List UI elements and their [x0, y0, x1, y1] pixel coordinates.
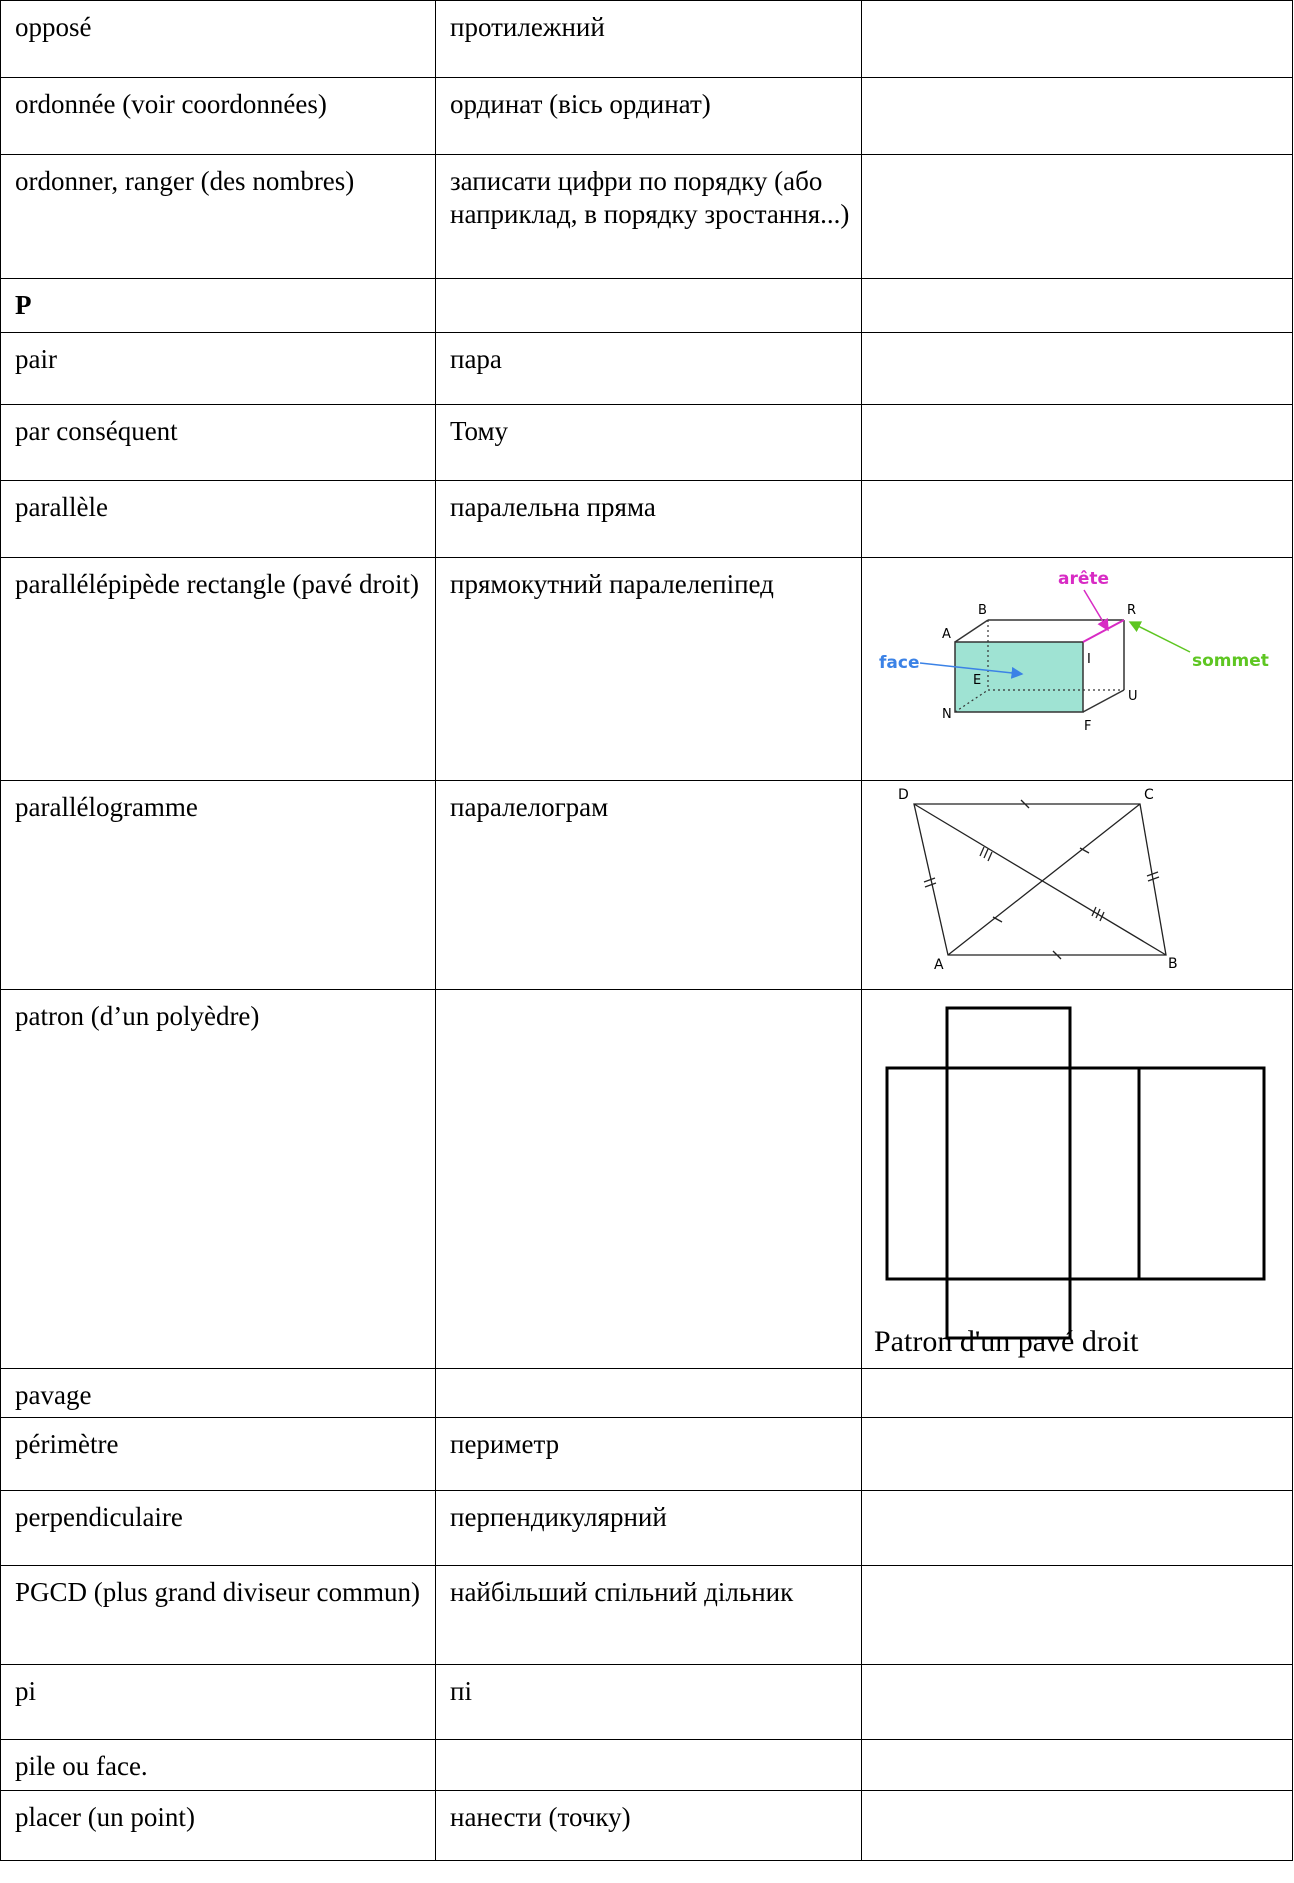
table-row — [1, 1665, 1293, 1740]
term-fr: pile ou face. — [1, 1740, 436, 1791]
table-row — [1, 1491, 1293, 1566]
table-row — [1, 1791, 1293, 1861]
edge-label: arête — [1058, 569, 1110, 589]
illustration-cell — [862, 78, 1293, 155]
term-uk: протилежний — [436, 1, 862, 78]
term-fr: opposé — [1, 1, 436, 78]
illustration-cell — [862, 279, 1293, 333]
face-label: face — [879, 653, 920, 673]
illustration-cell — [862, 1566, 1293, 1665]
term-uk — [436, 279, 862, 333]
illustration-cell — [862, 1, 1293, 78]
vertex-label: sommet — [1192, 651, 1269, 671]
parallelogram-diagram — [862, 781, 1293, 990]
term-uk: записати цифри по порядку (або наприклад, в порядку зростання...) — [436, 155, 862, 279]
term-uk: ординат (вісь ординат) — [436, 78, 862, 155]
term-fr: placer (un point) — [1, 1791, 436, 1861]
point-label-u: U — [1128, 689, 1138, 704]
term-uk: периметр — [436, 1418, 862, 1491]
table-row — [1, 333, 1293, 405]
table-row — [1, 78, 1293, 155]
point-label-b: B — [978, 603, 987, 618]
section-letter: P — [1, 279, 436, 333]
table-row — [1, 1369, 1293, 1418]
term-fr: perpendiculaire — [1, 1491, 436, 1566]
term-uk: найбільший спільний дільник — [436, 1566, 862, 1665]
point-label-f: F — [1084, 719, 1092, 734]
table-row — [1, 1, 1293, 78]
point-label-a: A — [934, 957, 944, 973]
term-uk: нанести (точку) — [436, 1791, 862, 1861]
table-row — [1, 1566, 1293, 1665]
illustration-cell — [862, 405, 1293, 481]
term-uk: прямокутний паралелепіпед — [436, 558, 862, 781]
illustration-cell — [862, 558, 1293, 781]
term-fr: parallélépipède rectangle (pavé droit) — [1, 558, 436, 781]
point-label-r: R — [1127, 603, 1137, 618]
table-row — [1, 405, 1293, 481]
point-label-n: N — [942, 707, 952, 722]
term-fr: patron (d’un polyèdre) — [1, 990, 436, 1369]
table-row — [1, 558, 1293, 781]
illustration-cell — [862, 155, 1293, 279]
term-fr: pavage — [1, 1369, 436, 1418]
term-uk: пі — [436, 1665, 862, 1740]
point-label-a: A — [942, 627, 951, 642]
table-row — [1, 1740, 1293, 1791]
point-label-c: C — [1144, 787, 1154, 803]
term-fr: PGCD (plus grand diviseur commun) — [1, 1566, 436, 1665]
table-row — [1, 990, 1293, 1369]
term-fr: ordonner, ranger (des nombres) — [1, 155, 436, 279]
illustration-cell — [862, 1665, 1293, 1740]
illustration-cell — [862, 990, 1293, 1369]
table-row — [1, 1418, 1293, 1491]
term-uk: перпендикулярний — [436, 1491, 862, 1566]
table-row — [1, 481, 1293, 558]
illustration-cell — [862, 1791, 1293, 1861]
term-fr: pi — [1, 1665, 436, 1740]
term-fr: pair — [1, 333, 436, 405]
illustration-cell — [862, 781, 1293, 990]
table-row — [1, 155, 1293, 279]
term-uk — [436, 1369, 862, 1418]
box-diagram — [862, 558, 1293, 781]
illustration-cell — [862, 481, 1293, 558]
net-diagram — [862, 990, 1293, 1369]
term-uk — [436, 1740, 862, 1791]
net-caption: Patron d'un pavé droit — [874, 1325, 1139, 1358]
term-fr: ordonnée (voir coordonnées) — [1, 78, 436, 155]
point-label-b: B — [1168, 956, 1178, 972]
term-uk: паралелограм — [436, 781, 862, 990]
term-uk: паралельна пряма — [436, 481, 862, 558]
term-uk: пара — [436, 333, 862, 405]
illustration-cell — [862, 1740, 1293, 1791]
term-fr: périmètre — [1, 1418, 436, 1491]
term-fr: parallélogramme — [1, 781, 436, 990]
table-row — [1, 279, 1293, 333]
term-uk: Тому — [436, 405, 862, 481]
term-uk — [436, 990, 862, 1369]
point-label-i: I — [1087, 652, 1091, 667]
illustration-cell — [862, 1491, 1293, 1566]
term-fr: par conséquent — [1, 405, 436, 481]
table-row — [1, 781, 1293, 990]
term-fr: parallèle — [1, 481, 436, 558]
illustration-cell — [862, 1369, 1293, 1418]
illustration-cell — [862, 333, 1293, 405]
point-label-d: D — [898, 787, 909, 803]
point-label-e: E — [973, 673, 982, 688]
illustration-cell — [862, 1418, 1293, 1491]
